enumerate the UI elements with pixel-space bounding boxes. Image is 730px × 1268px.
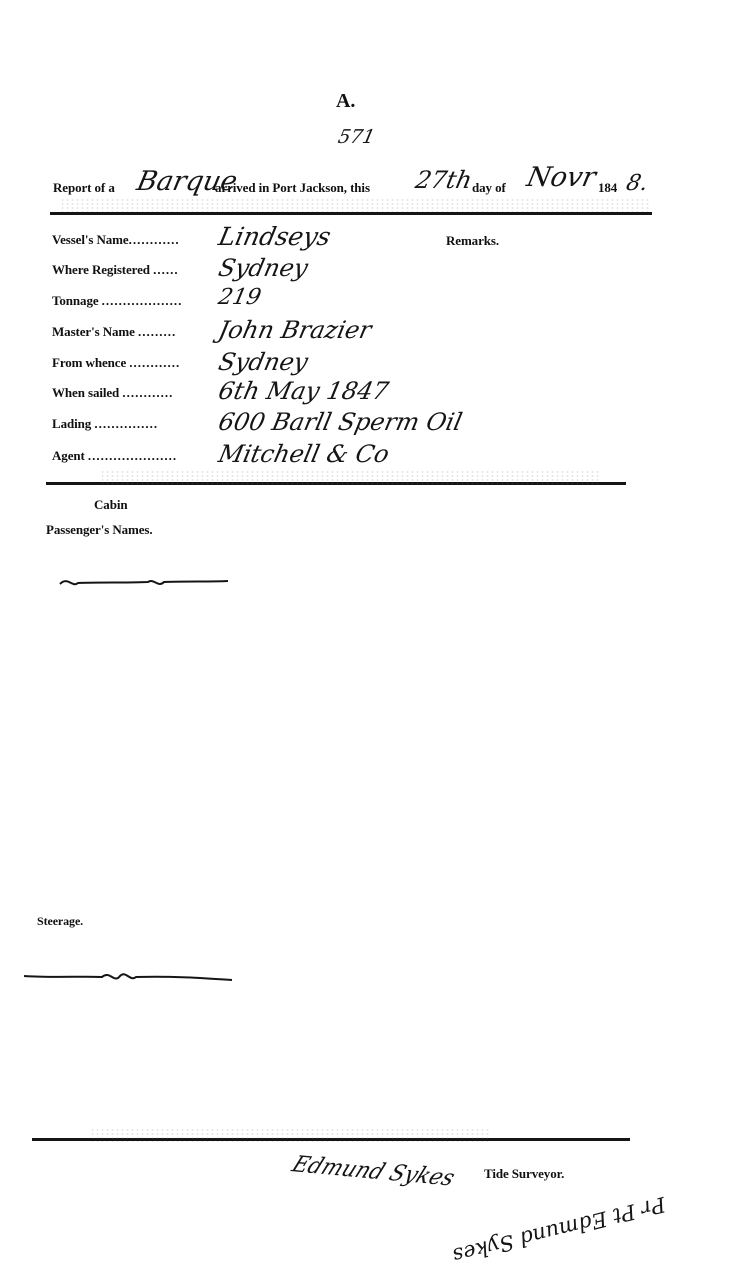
masters-name-label: Master's Name ......... [52, 324, 177, 339]
steerage-heading: Steerage. [37, 914, 84, 928]
agent-value: Mitchell & Co [216, 440, 392, 468]
form-letter: A. [336, 90, 356, 112]
steerage-nil-stroke [22, 964, 234, 990]
cabin-nil-stroke [58, 570, 230, 594]
where-registered-value: Sydney [216, 254, 311, 282]
masters-name-value: John Brazier [216, 316, 374, 344]
lading-value: 600 Barll Sperm Oil [216, 408, 465, 436]
vessel-name-label: Vessel's Name............ [52, 232, 180, 247]
lading-label: Lading ............... [52, 416, 159, 431]
when-sailed-value: 6th May 1847 [216, 377, 392, 405]
remarks-label: Remarks. [446, 233, 499, 248]
report-middle: arrived in Port Jackson, this [215, 180, 370, 195]
header-rule [50, 212, 652, 215]
paper-speckle [60, 198, 650, 212]
agent-label: Agent ..................... [52, 448, 178, 463]
from-whence-value: Sydney [216, 348, 311, 376]
endorsement-handwriting: Pr Pt Edmund Sykes [450, 1191, 668, 1268]
surveyor-signature: Edmund Sykes [288, 1152, 459, 1192]
report-prefix: Report of a [53, 180, 115, 195]
year-written: 8. [624, 171, 651, 196]
month-value: Novr [524, 162, 599, 193]
cabin-entry-dash [58, 570, 230, 599]
paper-speckle-2 [100, 470, 600, 484]
day-value: 27th [413, 166, 475, 194]
vessel-type-value: Barque [134, 166, 241, 197]
vessel-name-value: Lindseys [216, 222, 334, 251]
tonnage-value: 219 [216, 285, 264, 310]
when-sailed-label: When sailed ............ [52, 385, 174, 400]
paper-speckle-3 [90, 1128, 490, 1142]
day-label: day of [472, 180, 506, 195]
steerage-entry-dash [22, 964, 234, 995]
where-registered-label: Where Registered ...... [52, 262, 179, 277]
tide-surveyor-label: Tide Surveyor. [484, 1166, 565, 1181]
from-whence-label: From whence ............ [52, 355, 181, 370]
cabin-heading: Cabin [94, 497, 128, 512]
cabin-passengers-heading: Passenger's Names. [46, 522, 153, 537]
year-printed: 184 [598, 180, 618, 195]
tonnage-label: Tonnage ................... [52, 293, 183, 308]
folio-number: 571 [336, 126, 377, 148]
